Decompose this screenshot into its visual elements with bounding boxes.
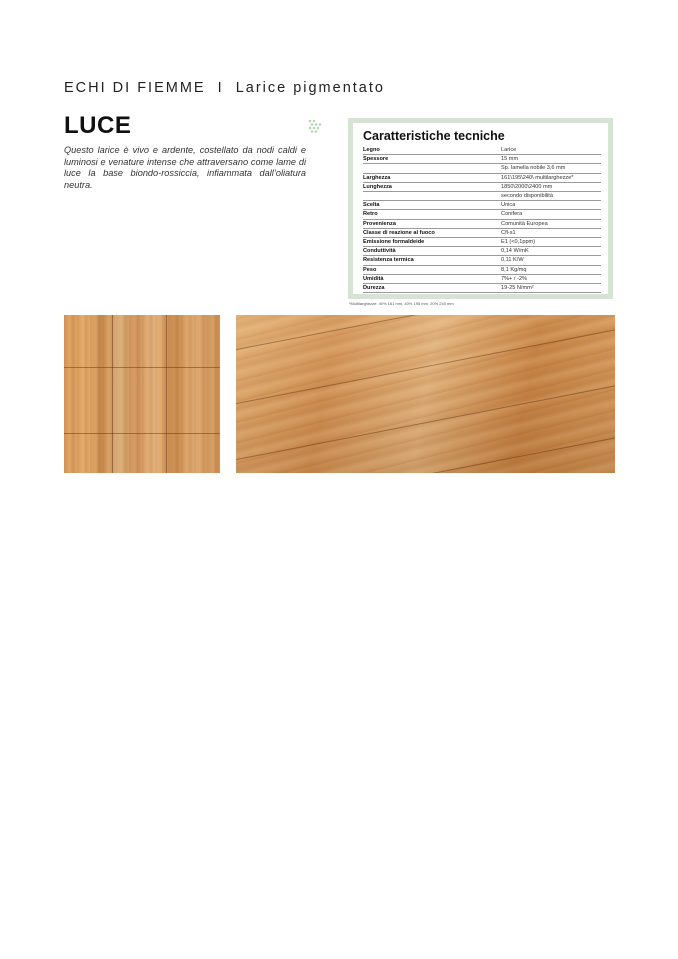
dots-pattern-icon — [307, 118, 325, 134]
spec-value: 15 mm — [501, 155, 601, 164]
product-description: Questo larice è vivo e ardente, costellato da nodi caldi e luminosi e venature intense che attraversano come lame di luce la base biondo-rossiccia, infiammata dall’oliatura neutra. — [64, 145, 306, 190]
spec-label: Scelta — [363, 201, 501, 210]
spec-label — [363, 164, 501, 173]
spec-row — [363, 247, 601, 256]
spec-row — [363, 210, 601, 219]
spec-value: 19-25 N/mm² — [501, 284, 601, 293]
spec-row — [363, 265, 601, 274]
spec-label — [363, 192, 501, 201]
spec-label: Umidità — [363, 274, 501, 283]
spec-label: Peso — [363, 265, 501, 274]
spec-row — [363, 201, 601, 210]
spec-row — [363, 146, 601, 155]
spec-row — [363, 228, 601, 237]
collection-subtitle: Larice pigmentato — [235, 80, 385, 96]
spec-label: Spessore — [363, 155, 501, 164]
specs-title: Caratteristiche tecniche — [363, 129, 505, 143]
floor-installation-image — [236, 315, 615, 473]
spec-value: Comunità Europea — [501, 219, 601, 228]
spec-row — [363, 284, 601, 293]
spec-label: Conduttività — [363, 247, 501, 256]
spec-value: Conifera — [501, 210, 601, 219]
spec-value: 7%+ / -2% — [501, 274, 601, 283]
spec-value: Sp. lamella nobile 3,6 mm — [501, 164, 601, 173]
spec-label: Legno — [363, 146, 501, 155]
header-separator: I — [217, 80, 224, 96]
spec-label: Provenienza — [363, 219, 501, 228]
spec-label: Durezza — [363, 284, 501, 293]
specs-footnote: *Multilarghezze: 40% 161 mm, 40% 195 mm, 20% 240 mm — [349, 301, 454, 306]
spec-row — [363, 256, 601, 265]
spec-label: Classe di reazione al fuoco — [363, 228, 501, 237]
spec-row — [363, 155, 601, 164]
spec-row — [363, 182, 601, 191]
product-title: LUCE — [64, 112, 132, 139]
spec-value: E1 (<0,1ppm) — [501, 238, 601, 247]
technical-specs-panel — [348, 118, 613, 299]
spec-row — [363, 219, 601, 228]
spec-value: 161\195\240\ multilarghezze* — [501, 173, 601, 182]
collection-name: ECHI DI FIEMME — [64, 80, 206, 96]
spec-row — [363, 173, 601, 182]
spec-row — [363, 238, 601, 247]
spec-label: Lunghezza — [363, 182, 501, 191]
spec-value: 8,1 Kg/mq — [501, 265, 601, 274]
spec-label: Emissione formaldeide — [363, 238, 501, 247]
spec-label: Retro — [363, 210, 501, 219]
spec-value: 1850\2000\2400 mm — [501, 182, 601, 191]
wood-sample-image — [64, 315, 220, 473]
spec-value: Cfl-s1 — [501, 228, 601, 237]
collection-header — [64, 80, 385, 96]
spec-row — [363, 164, 601, 173]
spec-value: Larice — [501, 146, 601, 155]
spec-value: Unica — [501, 201, 601, 210]
spec-row — [363, 192, 601, 201]
spec-value: secondo disponibilità — [501, 192, 601, 201]
spec-value: 0,14 W/mK — [501, 247, 601, 256]
technical-specs-content — [353, 123, 608, 294]
spec-label: Resistenza termica — [363, 256, 501, 265]
spec-value: 0,11 K/W — [501, 256, 601, 265]
spec-label: Larghezza — [363, 173, 501, 182]
specs-table — [363, 146, 601, 293]
spec-row — [363, 274, 601, 283]
